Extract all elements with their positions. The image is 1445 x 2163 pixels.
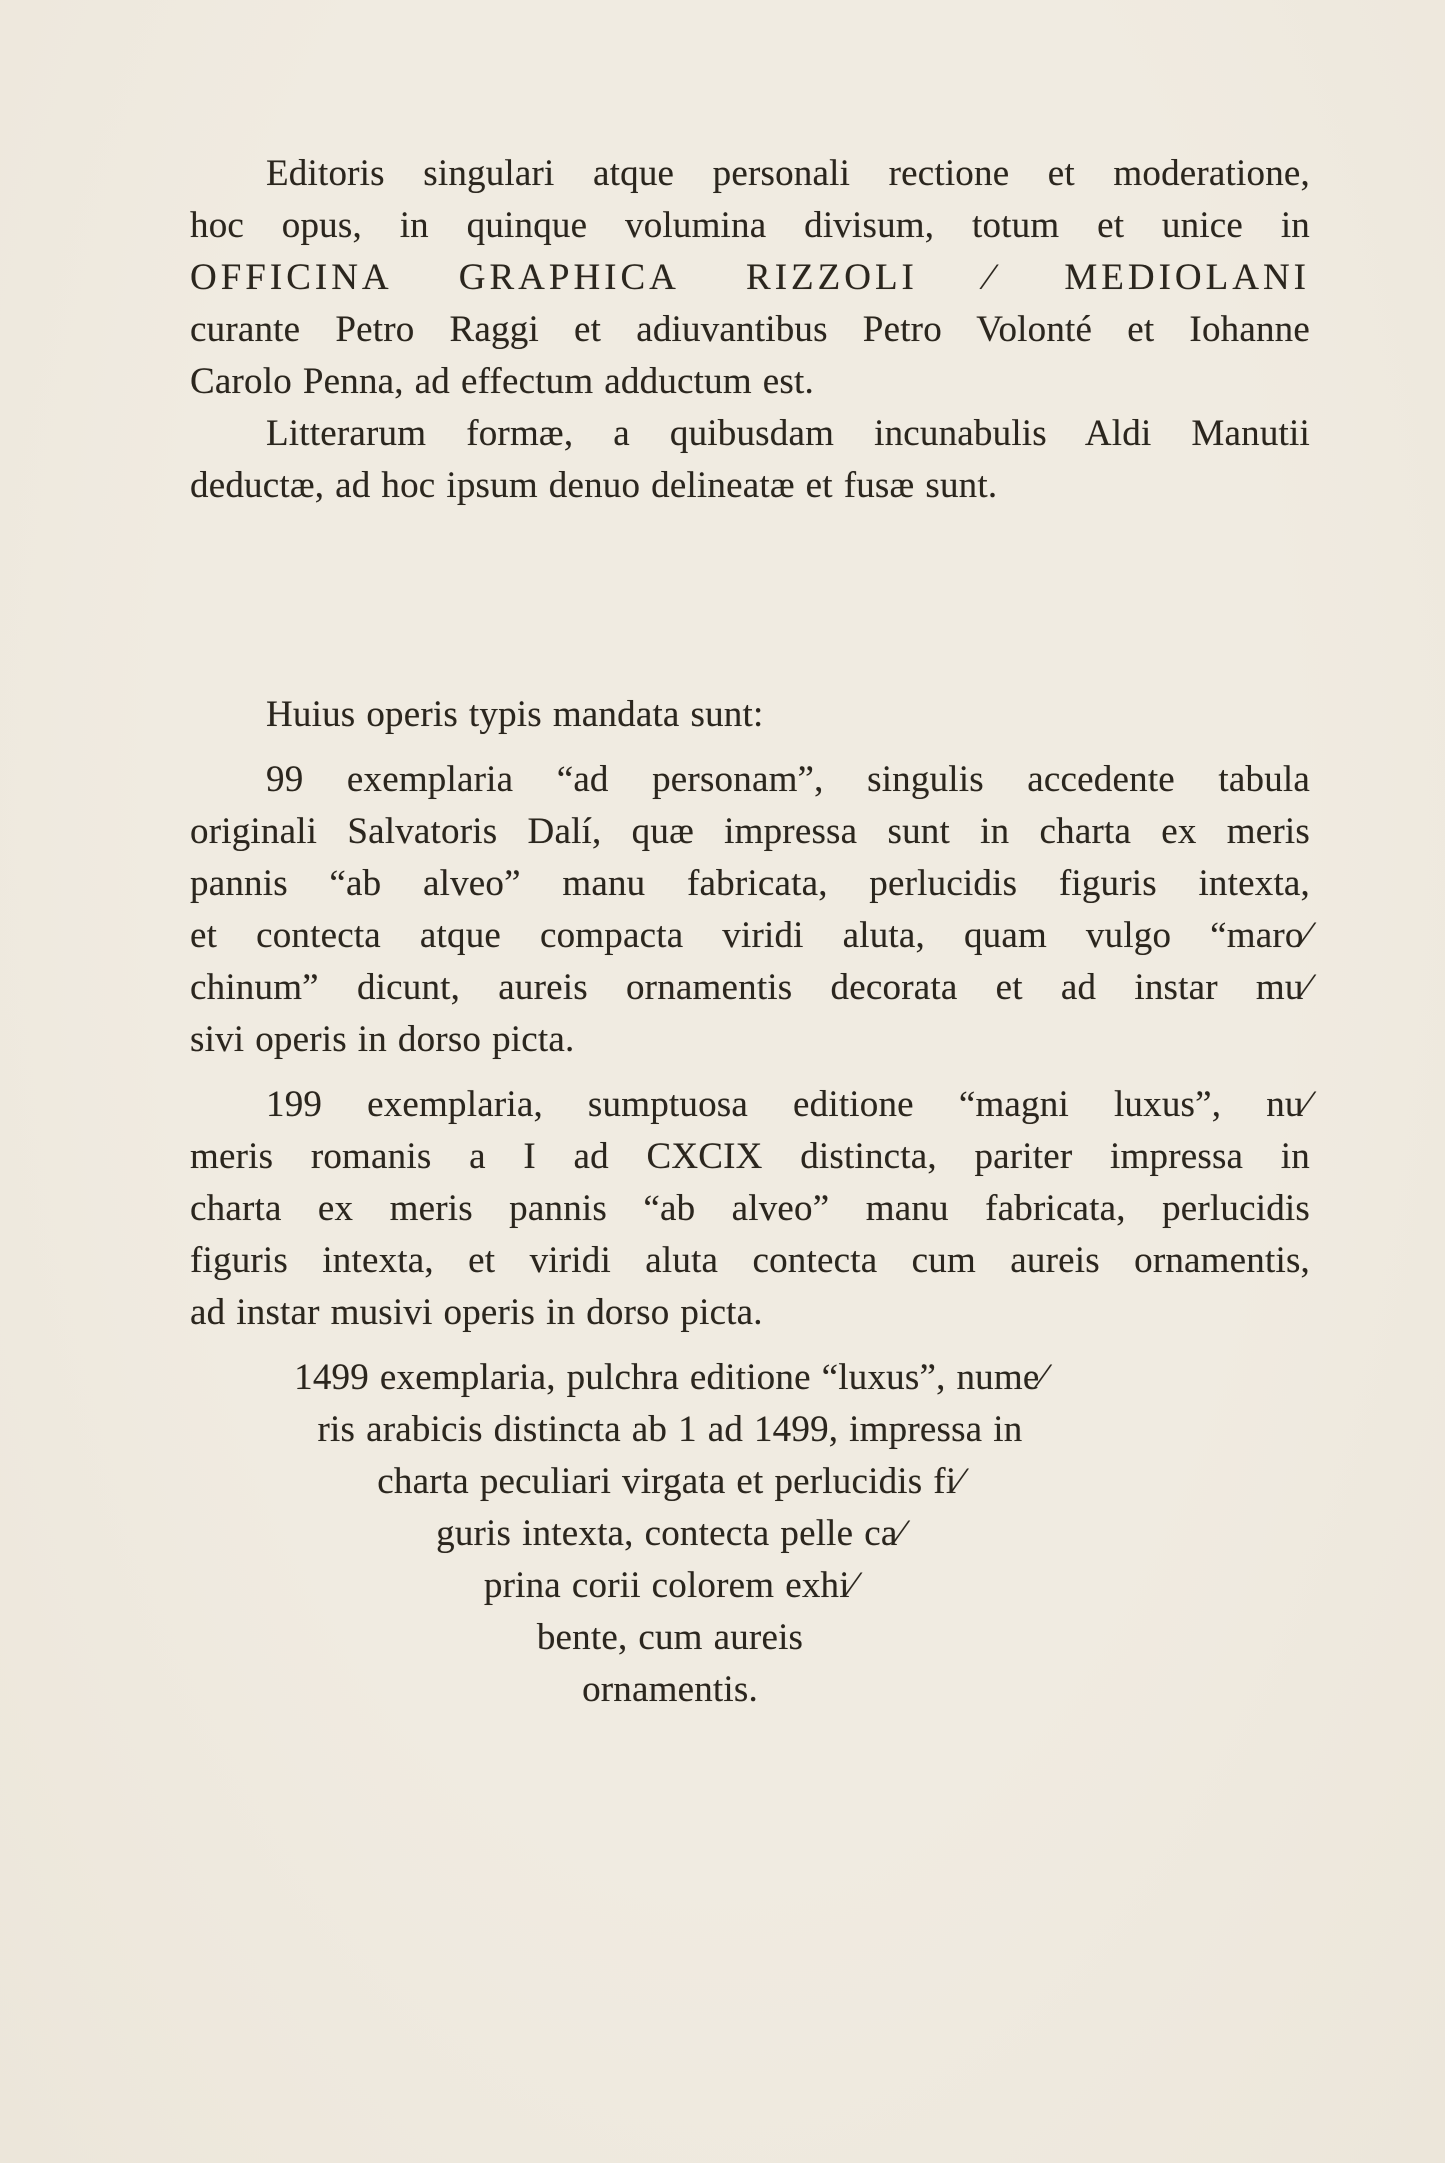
text-line: meris romanis a I ad CXCIX distincta, pariter impressa in [190, 1136, 1310, 1177]
text-line: Litterarum formæ, a quibusdam incunabulis Aldi Manutii [266, 413, 1310, 454]
text-line: chinum” dicunt, aureis ornamentis decorata et ad instar mu⁄ [190, 967, 1310, 1008]
text-line: Editoris singulari atque personali rectione et moderatione, [266, 153, 1310, 194]
text-line: guris intexta, contecta pelle ca⁄ [436, 1513, 904, 1554]
text-line: 1499 exemplaria, pulchra editione “luxus”, nume⁄ [294, 1357, 1046, 1398]
printer-imprint-line: OFFICINA GRAPHICA RIZZOLI ⁄ MEDIOLANI [190, 257, 1310, 298]
text-line: sivi operis in dorso picta. [190, 1019, 575, 1060]
edition-list-heading: Huius operis typis mandata sunt: [266, 694, 764, 735]
text-line: charta peculiari virgata et perlucidis fi⁄ [377, 1461, 963, 1502]
text-line: ad instar musivi operis in dorso picta. [190, 1292, 763, 1333]
text-line: bente, cum aureis [536, 1617, 804, 1658]
text-line: 99 exemplaria “ad personam”, singulis accedente tabula [266, 759, 1310, 800]
text-line: ornamentis. [582, 1669, 758, 1710]
paragraph-edition-199 [190, 1079, 1310, 1339]
text-line: originali Salvatoris Dalí, quæ impressa sunt in charta ex meris [190, 811, 1310, 852]
text-line: deductæ, ad hoc ipsum denuo delineatæ et fusæ sunt. [190, 465, 998, 506]
text-line: Carolo Penna, ad effectum adductum est. [190, 361, 814, 402]
text-line: et contecta atque compacta viridi aluta, quam vulgo “maro⁄ [190, 915, 1310, 956]
paragraph-edition-1499 [190, 1352, 1150, 1716]
paragraph-production-note [190, 148, 1310, 408]
text-line: hoc opus, in quinque volumina divisum, totum et unice in [190, 205, 1310, 246]
text-line: prina corii colorem exhi⁄ [483, 1565, 857, 1606]
text-line: curante Petro Raggi et adiuvantibus Petro Volonté et Iohanne [190, 309, 1310, 350]
text-line: ris arabicis distincta ab 1 ad 1499, impressa in [317, 1409, 1023, 1450]
paragraph-typeface-note [190, 408, 1310, 512]
paragraph-edition-99 [190, 754, 1310, 1066]
text-line: 199 exemplaria, sumptuosa editione “magni luxus”, nu⁄ [266, 1084, 1310, 1125]
text-line: figuris intexta, et viridi aluta contecta cum aureis ornamentis, [190, 1240, 1310, 1281]
text-line: charta ex meris pannis “ab alveo” manu fabricata, perlucidis [190, 1188, 1310, 1229]
text-line: pannis “ab alveo” manu fabricata, perlucidis figuris intexta, [190, 863, 1310, 904]
